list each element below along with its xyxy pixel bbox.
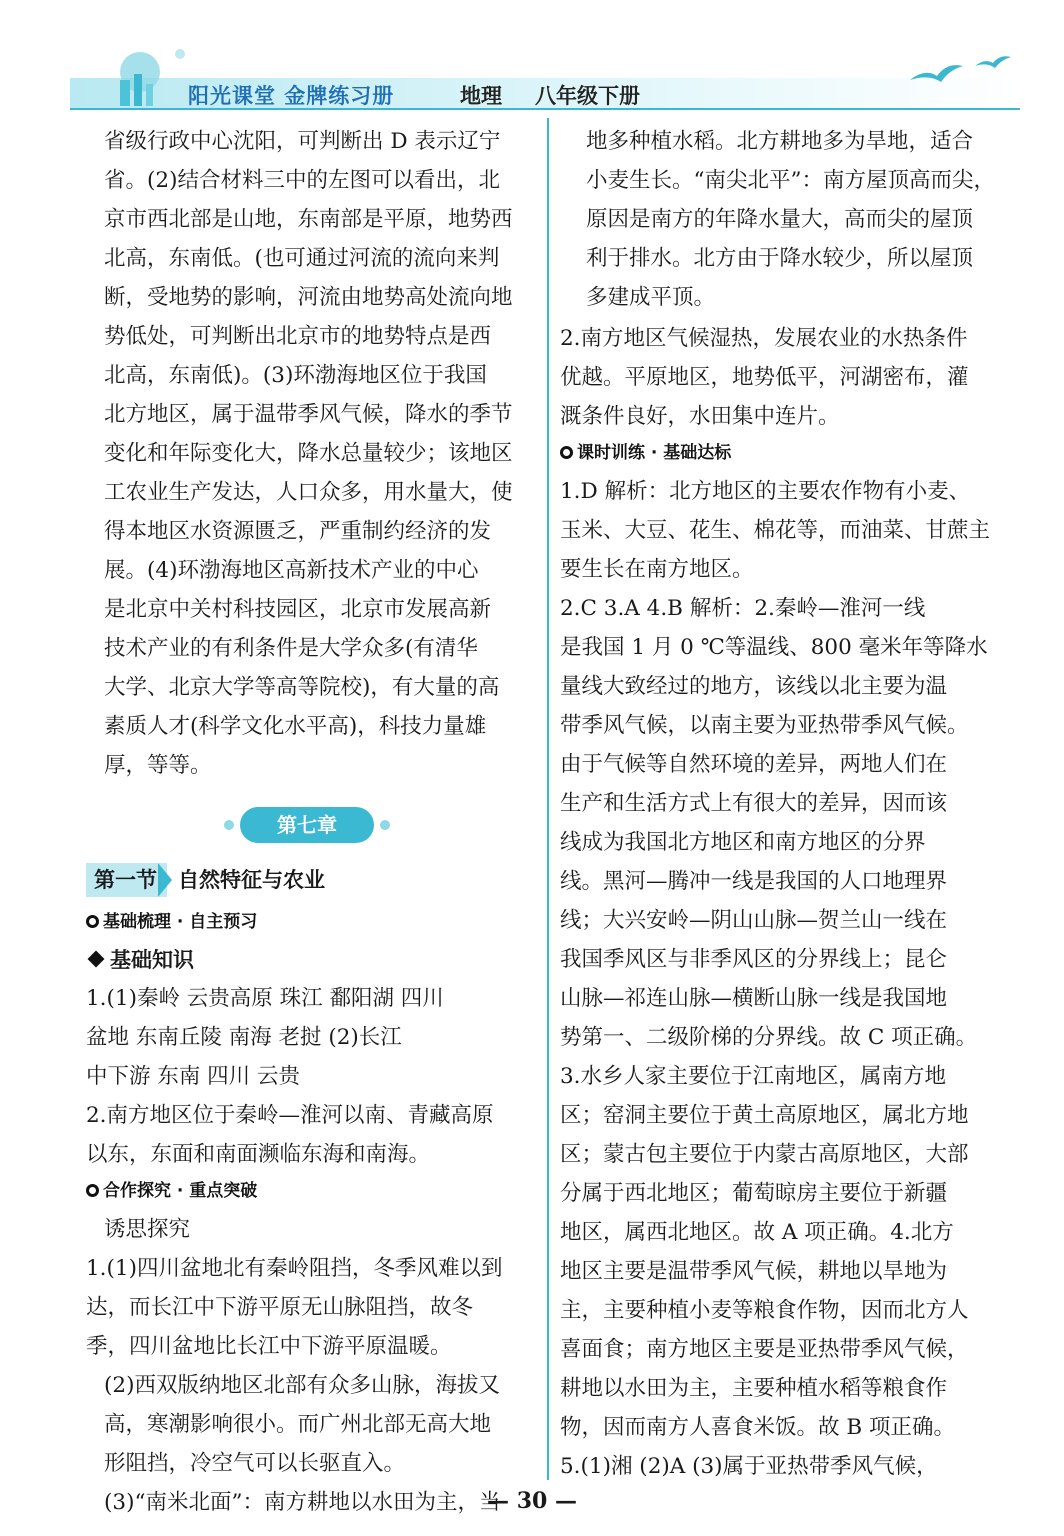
chapter-banner bbox=[104, 799, 540, 855]
knowledge-item-2: 2.南方地区位于秦岭—淮河以南、青藏高原 以东，东面和南面濒临东海和南海。 bbox=[86, 1103, 494, 1167]
diamond-bullet-icon bbox=[88, 951, 105, 968]
answer-continuation: 地多种植水稻。北方耕地多为旱地，适合 小麦生长。“南尖北平”：南方屋顶高而尖， 原因是南方的年降水量大，高而尖的屋顶 利于排水。北方由于降水较少，所以屋顶 多建成平顶。 bbox=[586, 129, 995, 310]
explore-item-3: (3)“南米北面”：南方耕地以水田为主，当 bbox=[104, 1490, 501, 1515]
training-item-1: 1.D 解析：北方地区的主要农作物有小麦、 玉米、大豆、花生、棉花等，而油菜、甘蔗主 要生长在南方地区。 bbox=[560, 479, 991, 582]
section-bullet-icon bbox=[86, 915, 99, 928]
page-number: — 30 — bbox=[487, 1488, 577, 1514]
page-header bbox=[70, 40, 1020, 112]
section-heading bbox=[86, 859, 540, 903]
header-grade: 八年级下册 bbox=[535, 84, 640, 108]
section-bullet-icon bbox=[86, 1184, 99, 1197]
explore-item-2: (2)西双版纳地区北部有众多山脉，海拔又 高，寒潮影响很小。而广州北部无高大地 形阻挡，冷空气可以长驱直入。 bbox=[104, 1373, 500, 1476]
explore-heading: 诱思探究 bbox=[104, 1217, 191, 1242]
knowledge-heading-text: 基础知识 bbox=[110, 948, 194, 972]
left-column bbox=[86, 122, 540, 1522]
knowledge-item-1: 1.(1)秦岭 云贵高原 珠江 鄱阳湖 四川 盆地 东南丘陵 南海 老挝 (2)长江 中下游 东南 四川 云贵 bbox=[86, 986, 444, 1089]
answer-item-2: 2.南方地区气候湿热，发展农业的水热条件 优越。平原地区，地势低平，河湖密布，灌 溉条件良好，水田集中连片。 bbox=[560, 326, 969, 429]
chapter-title: 第七章 bbox=[240, 807, 374, 843]
section-name: 自然特征与农业 bbox=[178, 868, 325, 892]
section-number: 第一节 bbox=[86, 863, 167, 897]
section-arrow-icon bbox=[158, 863, 172, 897]
explore-item-1: 1.(1)四川盆地北有秦岭阻挡，冬季风难以到 达，而长江中下游平原无山脉阻挡，故冬 季，四川盆地比长江中下游平原温暖。 bbox=[86, 1256, 503, 1359]
training-item-5: 5.(1)湘 (2)A (3)属于亚热带季风气候， bbox=[560, 1454, 938, 1479]
birds-icon bbox=[905, 50, 1015, 90]
column-divider bbox=[547, 118, 549, 1480]
training-item-2: 2.C 3.A 4.B 解析：2.秦岭—淮河一线 是我国 1 月 0 ℃等温线、800 毫米年等降水 量线大致经过的地方，该线以北主要为温 带季风气候，以南主要为亚热带季风气候。 由于气候等自然环境的差异，两地人们在 生产和生活方式上有很大的差异，因而该 线成为我国北方地区和南方地区的分界 线。黑河—腾冲一线是我国的人口地理界 线；大兴安岭—阴山山脉—贺兰山一线在 我国季风区与非季风区的分界线上；昆仑 山脉—祁连山脉—横断山脉一线是我国地 势第一、二级阶梯的分界线。故 C 项正确。 3.水乡人家主要位于江南地区，属南方地 区；窑洞主要位于黄土高原地区，属北方地 区；蒙古包主要位于内蒙古高原地区，大部 分属于西北地区；葡萄晾房主要位于新疆 地区，属西北地区。故 A 项正确。4.北方 地区主要是温带季风气候，耕地以旱地为 主，主要种植小麦等粮食作物，因而北方人 喜面食；南方地区主要是亚热带季风气候， 耕地以水田为主，主要种植水稻等粮食作 物，因而南方人喜食米饭。故 B 项正确。 bbox=[560, 596, 988, 1440]
label-coop-text: 合作探究 · 重点突破 bbox=[103, 1181, 258, 1201]
label-basic bbox=[86, 907, 540, 937]
header-brand: 阳光课堂 金牌练习册 bbox=[188, 84, 395, 108]
label-train bbox=[560, 438, 1020, 468]
section-bullet-icon bbox=[560, 446, 573, 459]
label-train-text: 课时训练 · 基础达标 bbox=[577, 443, 732, 463]
right-column bbox=[560, 122, 1020, 1486]
knowledge-heading bbox=[86, 941, 540, 979]
label-coop bbox=[86, 1176, 540, 1206]
answer-text: 省级行政中心沈阳，可判断出 D 表示辽宁 省。(2)结合材料三中的左图可以看出，北 京市西北部是山地，东南部是平原，地势西 北高，东南低。(也可通过河流的流向来判 断，受地势的影响，河流由地势高处流向地 势低处，可判断出北京市的地势特点是西 北高，东南低)。(3)环渤海地区位于我国 北方地区，属于温带季风气候，降水的季节 变化和年际变化大，降水总量较少；该地区 工农业生产发达，人口众多，用水量大，使 得本地区水资源匮乏，严重制约经济的发 展。(4)环渤海地区高新技术产业的中心 是北京中关村科技园区，北京市发展高新 技术产业的有利条件是大学众多(有清华 大学、北京大学等高等院校)，有大量的高 素质人才(科学文化水平高)，科技力量雄 厚，等等。 bbox=[104, 129, 513, 778]
label-basic-text: 基础梳理 · 自主预习 bbox=[103, 912, 258, 932]
header-subject: 地理 bbox=[460, 84, 502, 108]
